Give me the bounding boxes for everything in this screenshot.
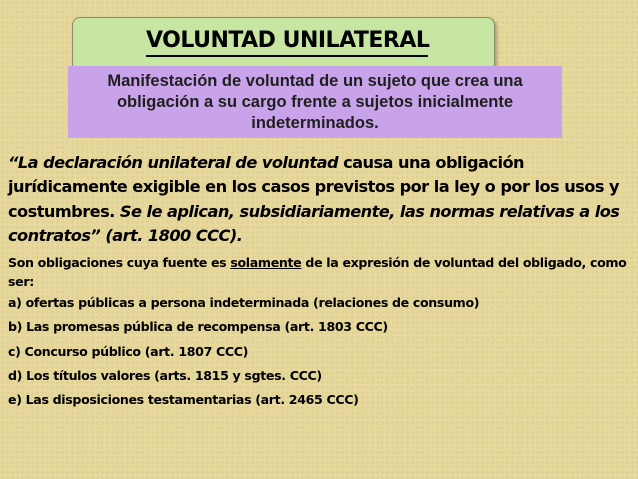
- quote-italic-tail: Se le aplican, subsidiariamente, las normas relativas a los contratos” (art. 1800 CCC).: [8, 201, 620, 245]
- quote-open-mark: “: [8, 153, 18, 172]
- quote-normal-text: causa una obligación jurídicamente exigible en los casos previstos por la ley o por los usos y costumbres.: [8, 153, 620, 221]
- intro-underlined: solamente: [230, 255, 302, 271]
- obligation-list: [8, 294, 634, 409]
- slide-content: [8, 151, 634, 415]
- intro-before: Son obligaciones cuya fuente es: [8, 255, 231, 271]
- list-item: d) Los títulos valores (arts. 1815 y sgtes. CCC): [8, 367, 322, 383]
- list-item: e) Las disposiciones testamentarias (art. 2465 CCC): [8, 391, 359, 407]
- slide-title: VOLUNTAD UNILATERAL: [146, 27, 428, 57]
- intro-after: de la expresión de voluntad del obligado, como ser:: [8, 255, 627, 289]
- legal-quote: [8, 151, 634, 248]
- list-item: a) ofertas públicas a persona indeterminada (relaciones de consumo): [8, 295, 480, 311]
- definition-box: [68, 66, 562, 138]
- quote-italic-lead: La declaración unilateral de voluntad: [17, 153, 338, 172]
- definition-text: Manifestación de voluntad de un sujeto que crea una obligación a su cargo frente a sujetos inicialmente indeterminados.: [107, 72, 523, 132]
- list-item: c) Concurso público (art. 1807 CCC): [8, 343, 249, 359]
- list-item: b) Las promesas pública de recompensa (art. 1803 CCC): [8, 319, 388, 335]
- intro-paragraph: [8, 254, 634, 291]
